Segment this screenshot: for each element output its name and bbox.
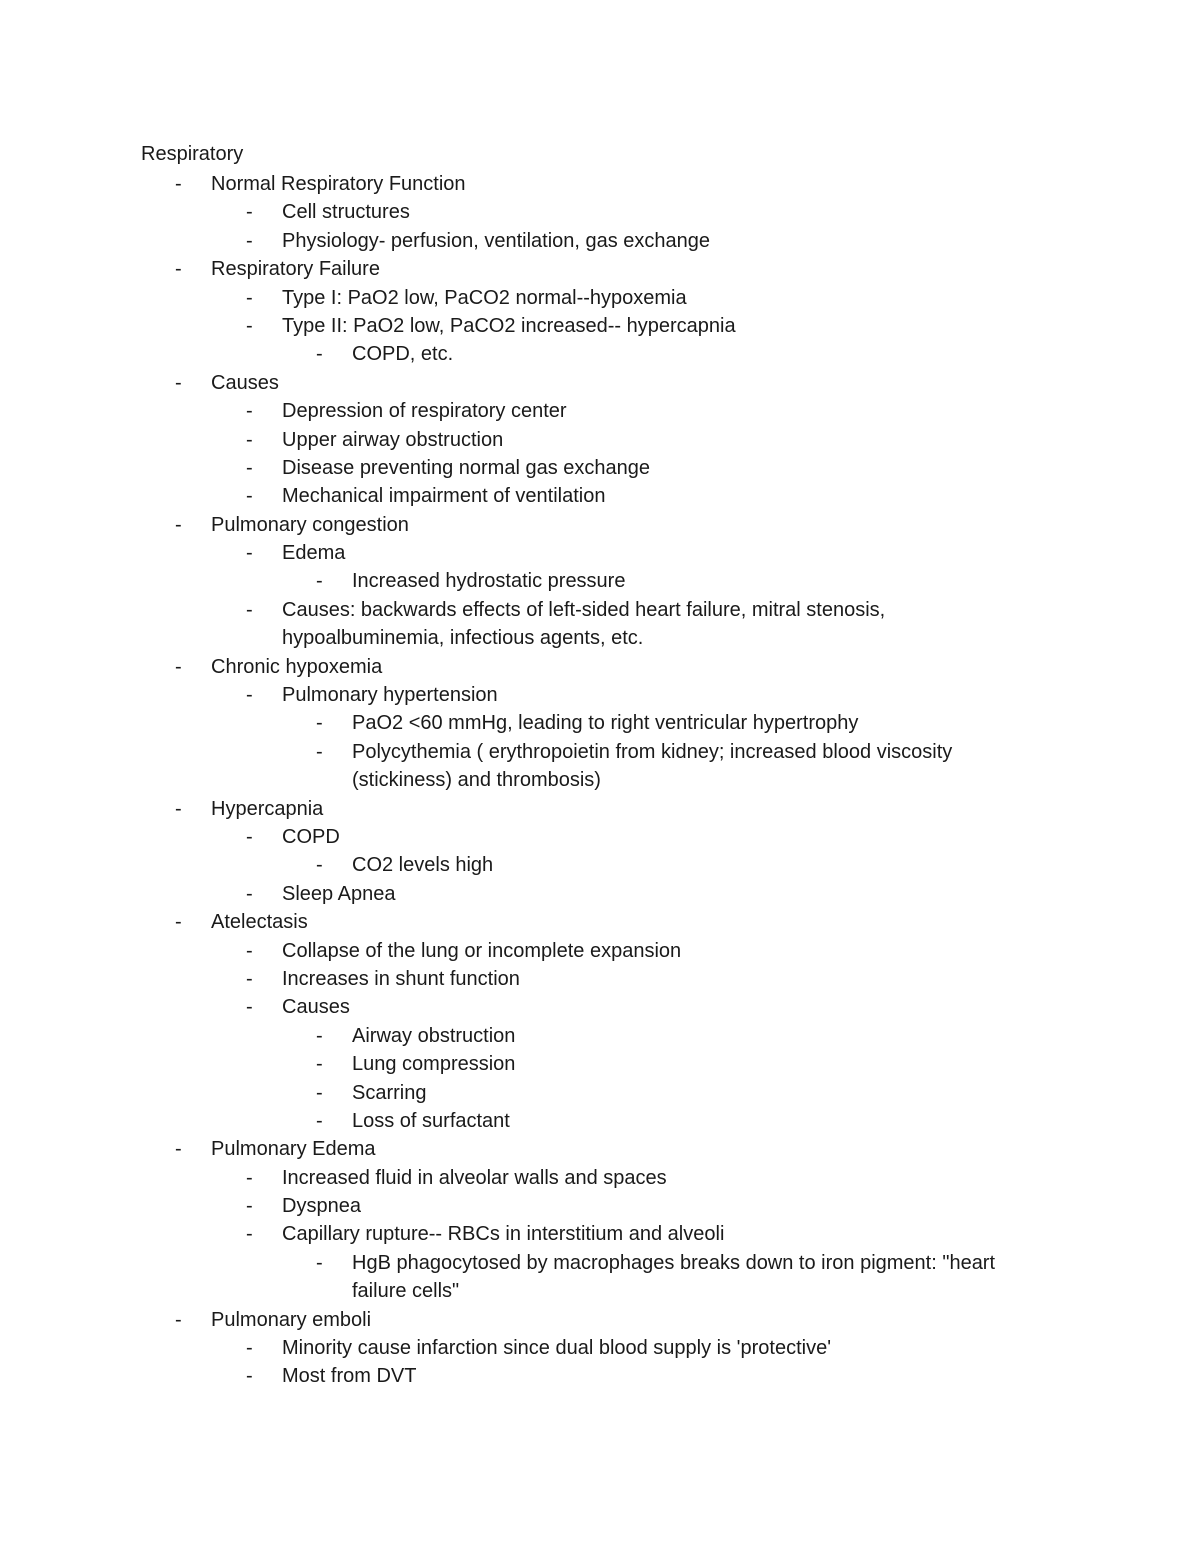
bullet-dash: - xyxy=(246,201,253,224)
outline-item-text: Cell structures xyxy=(282,201,410,224)
bullet-dash: - xyxy=(316,1251,323,1274)
outline-item-level-1 xyxy=(0,653,1200,681)
bullet-dash: - xyxy=(316,1081,323,1104)
outline-item-level-1 xyxy=(0,1135,1200,1163)
outline-item-text: Physiology- perfusion, ventilation, gas exchange xyxy=(282,229,711,252)
bullet-dash: - xyxy=(246,286,253,309)
outline-item-text: Chronic hypoxemia xyxy=(211,655,383,678)
outline-item-level-2 xyxy=(0,227,1200,255)
outline-item-level-2 xyxy=(0,880,1200,908)
outline-item-level-2 xyxy=(0,1334,1200,1362)
bullet-dash: - xyxy=(246,428,253,451)
outline-item-level-3 xyxy=(0,1079,1200,1107)
bullet-dash: - xyxy=(246,1195,253,1218)
outline-item-level-3 xyxy=(0,567,1200,595)
bullet-dash: - xyxy=(316,570,323,593)
outline-item-text: Airway obstruction xyxy=(352,1024,516,1047)
bullet-dash: - xyxy=(246,1166,253,1189)
outline-item-text: Upper airway obstruction xyxy=(282,428,504,451)
outline-item-text: COPD, etc. xyxy=(352,343,454,366)
outline-item-level-2 xyxy=(0,426,1200,454)
outline-item-text: Pulmonary congestion xyxy=(211,513,409,536)
outline-item-text: CO2 levels high xyxy=(352,854,494,877)
bullet-dash: - xyxy=(246,939,253,962)
bullet-dash: - xyxy=(175,513,182,536)
bullet-dash: - xyxy=(316,1109,323,1132)
bullet-dash: - xyxy=(175,911,182,934)
outline-item-level-2 xyxy=(0,937,1200,965)
outline-item-text: failure cells" xyxy=(352,1280,460,1303)
outline-item-level-3 xyxy=(0,766,1200,794)
outline-item-level-2 xyxy=(0,1220,1200,1248)
outline-item-text: Scarring xyxy=(352,1081,427,1104)
outline-item-level-2 xyxy=(0,1192,1200,1220)
outline-item-text: Pulmonary emboli xyxy=(211,1308,372,1331)
outline-item-level-3 xyxy=(0,1249,1200,1277)
bullet-dash: - xyxy=(175,797,182,820)
bullet-dash: - xyxy=(246,967,253,990)
outline-item-level-2 xyxy=(0,397,1200,425)
bullet-dash: - xyxy=(246,996,253,1019)
bullet-dash: - xyxy=(246,882,253,905)
outline-item-text: Pulmonary Edema xyxy=(211,1138,376,1161)
outline-item-text: Atelectasis xyxy=(211,911,308,934)
outline-item-level-2 xyxy=(0,1362,1200,1390)
bullet-dash: - xyxy=(175,1308,182,1331)
outline-item-text: Increases in shunt function xyxy=(282,967,520,990)
outline-item-text: Type I: PaO2 low, PaCO2 normal--hypoxemia xyxy=(282,286,687,309)
bullet-dash: - xyxy=(246,825,253,848)
outline-item-text: Disease preventing normal gas exchange xyxy=(282,456,650,479)
outline-item-text: Hypercapnia xyxy=(211,797,324,820)
outline-item-text: PaO2 <60 mmHg, leading to right ventricular hypertrophy xyxy=(352,712,859,735)
bullet-dash: - xyxy=(246,598,253,621)
bullet-dash: - xyxy=(175,173,182,195)
document-title: Respiratory xyxy=(141,143,244,165)
outline-item-text: COPD xyxy=(282,825,340,848)
bullet-dash: - xyxy=(246,684,253,707)
outline-item-text: Causes: backwards effects of left-sided heart failure, mitral stenosis, xyxy=(282,598,886,621)
outline-item-level-3 xyxy=(0,1277,1200,1305)
outline-item-level-2 xyxy=(0,482,1200,510)
outline-item-level-2 xyxy=(0,284,1200,312)
outline-item-text: Loss of surfactant xyxy=(352,1109,510,1132)
bullet-dash: - xyxy=(246,400,253,423)
outline-item-level-3 xyxy=(0,1050,1200,1078)
outline-item-level-1 xyxy=(0,1306,1200,1334)
outline-item-text: HgB phagocytosed by macrophages breaks down to iron pigment: "heart xyxy=(352,1251,996,1274)
outline-item-text: Respiratory Failure xyxy=(211,258,380,281)
outline-item-text: Edema xyxy=(282,542,346,565)
outline-item-level-3 xyxy=(0,851,1200,879)
outline-item-level-2 xyxy=(0,965,1200,993)
outline-item-level-2 xyxy=(0,681,1200,709)
bullet-dash: - xyxy=(246,229,253,252)
outline-item-text: Normal Respiratory Function xyxy=(211,173,466,195)
bullet-dash: - xyxy=(316,854,323,877)
outline-item-text: Increased fluid in alveolar walls and spaces xyxy=(282,1166,667,1189)
outline-item-text: Minority cause infarction since dual blood supply is 'protective' xyxy=(282,1337,832,1360)
outline-item-text: Collapse of the lung or incomplete expansion xyxy=(282,939,682,962)
bullet-dash: - xyxy=(316,1053,323,1076)
outline-item-text: Causes xyxy=(211,371,279,394)
bullet-dash: - xyxy=(246,485,253,508)
outline-item-text: Polycythemia ( erythropoietin from kidney; increased blood viscosity xyxy=(352,740,953,763)
bullet-outline xyxy=(0,170,1200,1391)
outline-item-text: Type II: PaO2 low, PaCO2 increased-- hypercapnia xyxy=(282,314,736,337)
bullet-dash: - xyxy=(175,258,182,281)
outline-item-level-3 xyxy=(0,1107,1200,1135)
bullet-dash: - xyxy=(246,1223,253,1246)
outline-item-level-1 xyxy=(0,795,1200,823)
outline-item-level-1 xyxy=(0,369,1200,397)
bullet-dash: - xyxy=(175,371,182,394)
outline-item-level-1 xyxy=(0,511,1200,539)
outline-item-level-2 xyxy=(0,312,1200,340)
bullet-dash: - xyxy=(175,1138,182,1161)
outline-item-level-2 xyxy=(0,823,1200,851)
outline-item-level-2 xyxy=(0,596,1200,624)
outline-item-text: Dyspnea xyxy=(282,1195,361,1218)
outline-item-text: hypoalbuminemia, infectious agents, etc. xyxy=(282,627,644,650)
bullet-dash: - xyxy=(316,740,323,763)
bullet-dash: - xyxy=(246,314,253,337)
outline-item-level-1 xyxy=(0,908,1200,936)
bullet-dash: - xyxy=(316,1024,323,1047)
outline-item-text: Pulmonary hypertension xyxy=(282,684,498,707)
outline-item-text: Sleep Apnea xyxy=(282,882,396,905)
outline-item-level-3 xyxy=(0,709,1200,737)
bullet-dash: - xyxy=(246,1337,253,1360)
outline-item-level-2 xyxy=(0,624,1200,652)
outline-item-text: (stickiness) and thrombosis) xyxy=(352,769,601,792)
bullet-dash: - xyxy=(246,542,253,565)
outline-item-text: Causes xyxy=(282,996,350,1019)
outline-item-level-1 xyxy=(0,255,1200,283)
bullet-dash: - xyxy=(175,655,182,678)
bullet-dash: - xyxy=(316,712,323,735)
outline-item-text: Capillary rupture-- RBCs in interstitium and alveoli xyxy=(282,1223,725,1246)
outline-item-level-3 xyxy=(0,738,1200,766)
outline-item-level-1 xyxy=(0,170,1200,198)
bullet-dash: - xyxy=(246,1365,253,1388)
outline-item-level-2 xyxy=(0,454,1200,482)
outline-item-text: Increased hydrostatic pressure xyxy=(352,570,626,593)
outline-item-level-2 xyxy=(0,198,1200,226)
outline-item-level-2 xyxy=(0,1164,1200,1192)
outline-item-level-3 xyxy=(0,340,1200,368)
bullet-dash: - xyxy=(246,456,253,479)
outline-item-text: Mechanical impairment of ventilation xyxy=(282,485,606,508)
outline-item-level-3 xyxy=(0,1022,1200,1050)
outline-item-text: Depression of respiratory center xyxy=(282,400,567,423)
bullet-dash: - xyxy=(316,343,323,366)
outline-item-level-2 xyxy=(0,539,1200,567)
outline-item-text: Most from DVT xyxy=(282,1365,417,1388)
outline-item-level-2 xyxy=(0,993,1200,1021)
outline-item-text: Lung compression xyxy=(352,1053,516,1076)
